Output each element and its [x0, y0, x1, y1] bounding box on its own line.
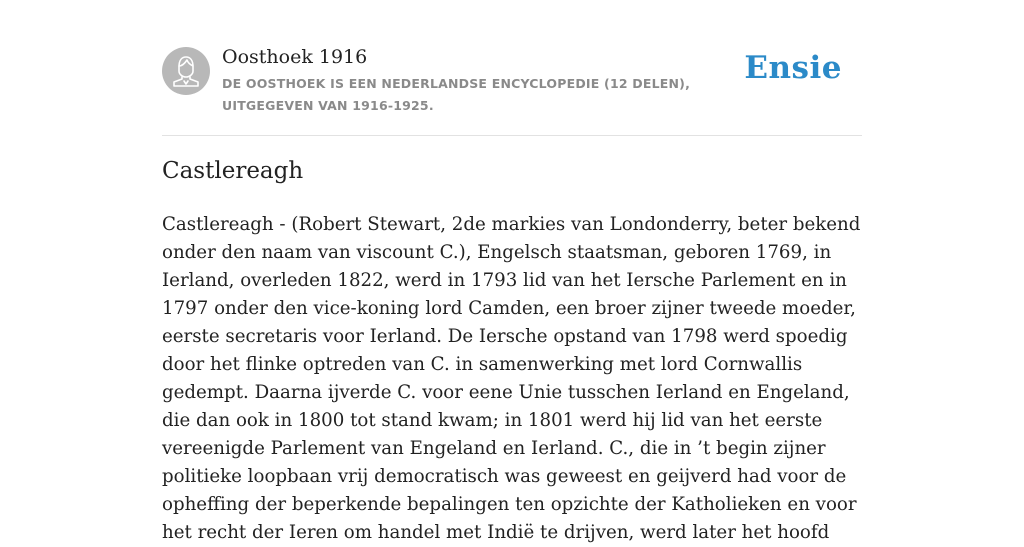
user-silhouette-icon: [162, 47, 210, 95]
avatar[interactable]: [162, 47, 210, 95]
source-header: [162, 44, 862, 124]
source-description: DE OOSTHOEK IS EEN NEDERLANDSE ENCYCLOPEDIE (12 DELEN), UITGEGEVEN VAN 1916-1925.: [222, 76, 691, 113]
article-title: Castlereagh: [162, 158, 304, 184]
article-body: Castlereagh - (Robert Stewart, 2de markies van Londonderry, beter bekend onder den naam van viscount C.), Engelsch staatsman, geboren 1769, in Ierland, overleden 1822, werd in 1793 lid van het Iersche Parlement en in 1797 onder den vice-koning lord Camden, een broer zijner tweede moeder, eerste secretaris voor Ierland. De Iersche opstand van 1798 werd spoedig door het flinke optreden van C. in samenwerking met lord Cornwallis gedempt. Daarna ijverde C. voor eene Unie tusschen Ierland en Engeland, die dan ook in 1800 tot stand kwam; in 1801 werd hij lid van het eerste vereenigde Parlement van Engeland en Ierland. C., die in ’t begin zijner politieke loopbaan vrij democratisch was geweest en geijverd had voor de opheffing der beperkende bepalingen ten opzichte der Katholieken en voor het recht der Ieren om handel met Indië te drijven, werd later het hoofd: [162, 214, 861, 543]
divider: [162, 135, 862, 136]
ensie-logo[interactable]: Ensie: [744, 50, 842, 86]
source-title[interactable]: Oosthoek 1916: [222, 46, 368, 68]
